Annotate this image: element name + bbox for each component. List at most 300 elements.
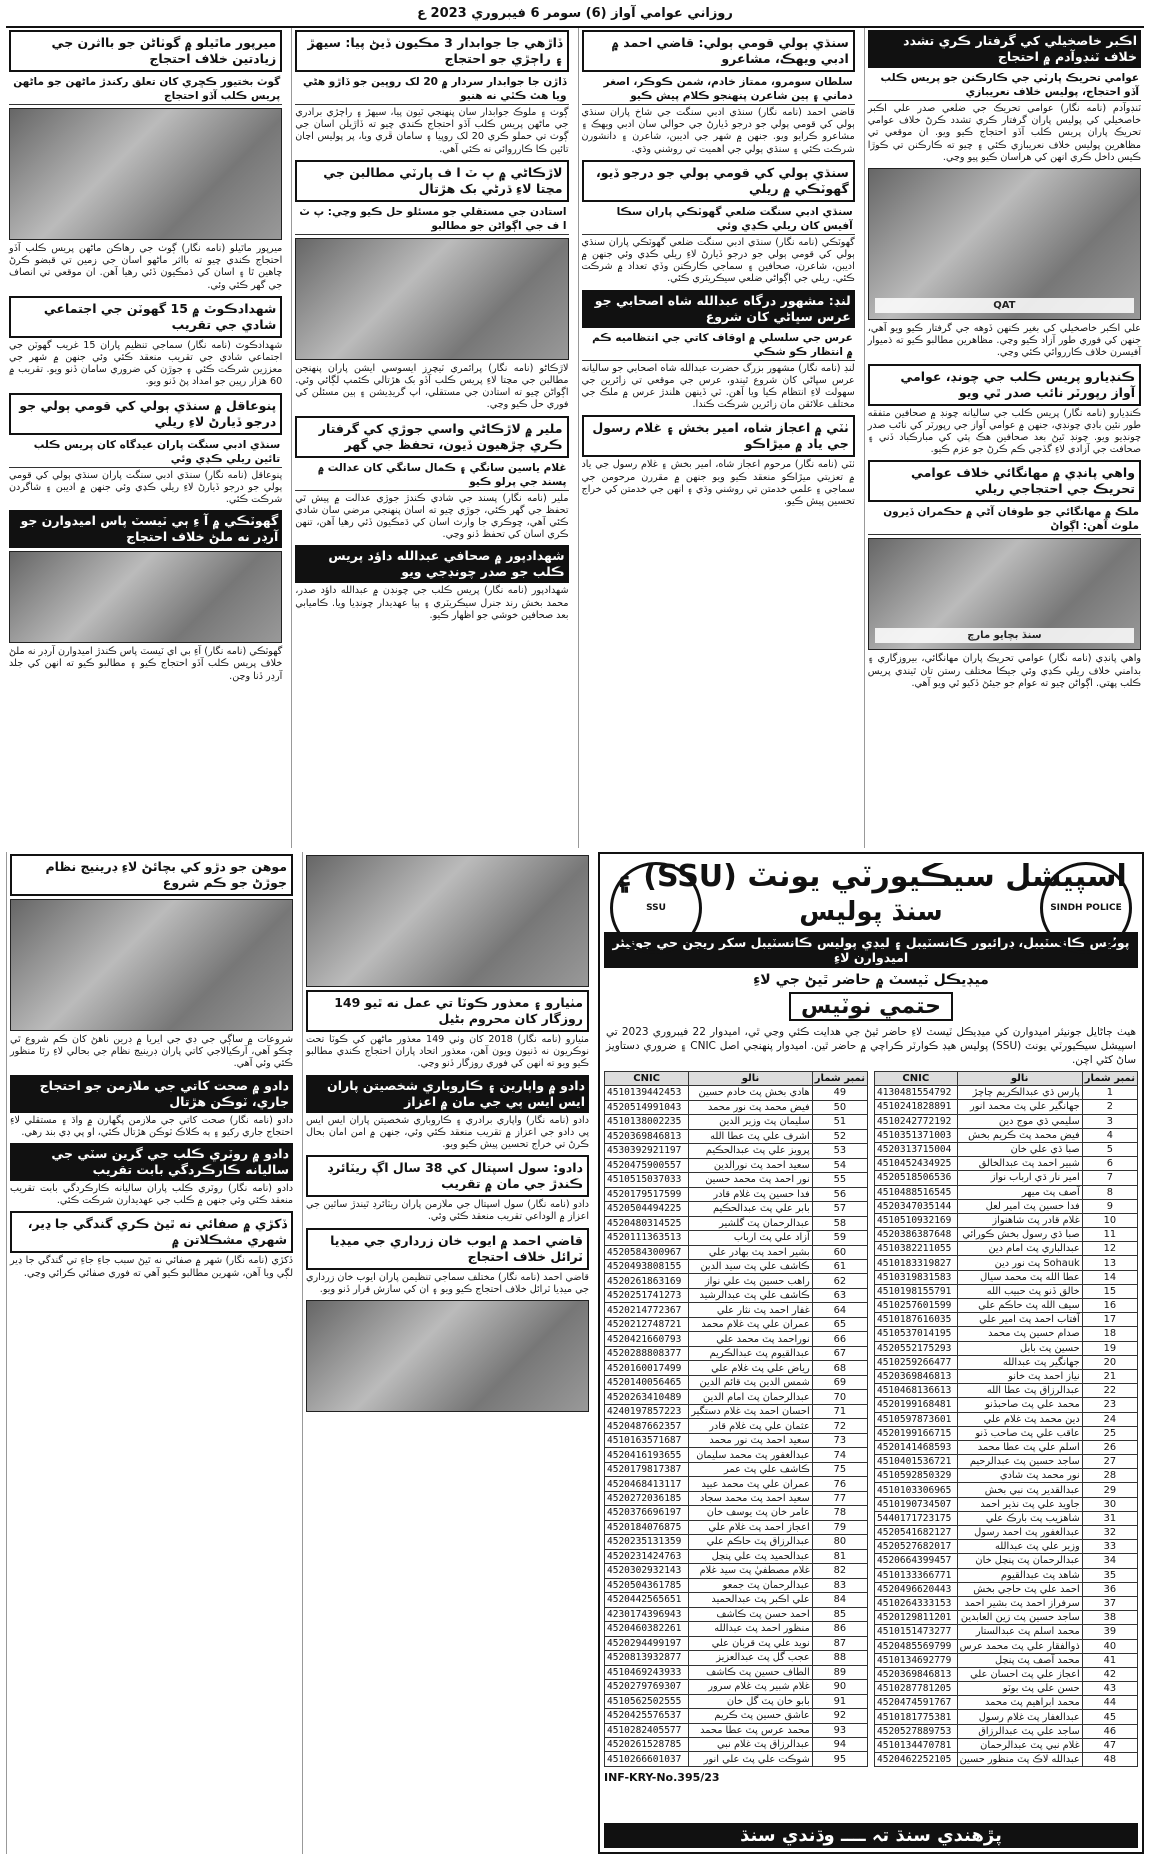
candidate-cnic: 4510592850329 bbox=[875, 1469, 958, 1483]
candidate-name: غلام مصطفيٰ پٽ سيد غلام bbox=[689, 1564, 812, 1578]
table-row bbox=[875, 1242, 1138, 1256]
row-number: 33 bbox=[1082, 1540, 1137, 1554]
candidate-cnic: 4510264333153 bbox=[875, 1596, 958, 1610]
candidate-name: وزير علي پٽ عبدالله bbox=[957, 1540, 1082, 1554]
candidate-name: امير نار ڌي ارباب نواز bbox=[957, 1171, 1082, 1185]
headline: دادو: سول اسپتال کي 38 سال اڳ ريٽائرڊ ڪندڙ جي مان ۾ تقريب bbox=[306, 1155, 589, 1197]
article-body: گهوٽڪي (نامه نگار) آءِ بي اي ٽيسٽ پاس ڪندڙ اميدوارن آرڊر نه ملڻ خلاف پريس ڪلب آڏو احتجاج ڪيو ۽ مطالبو ڪيو ته انهن کي جلد آرڊر ڏنا وڃن. bbox=[9, 646, 283, 682]
table-row bbox=[875, 1682, 1138, 1696]
candidate-name: عبدالرحمان پٽ جمعو bbox=[689, 1578, 812, 1592]
article-body: شروعات ۾ ساڳي جي ڊي جي ايريا ۾ ڊرين ناهڻ کان ڪم شروع ٿي چڪو آهي، آرڪيالاجي کاتي پاران ڊرينيج نظام جي بحالي لاءِ رٿا منظور ڪئي وئي آهي. bbox=[10, 1034, 293, 1070]
candidate-name: عاشق حسين پٽ ڪريم bbox=[689, 1709, 812, 1723]
candidate-cnic: 4510242772192 bbox=[875, 1114, 958, 1128]
candidate-name: جهانگير علي پٽ محمد انور bbox=[957, 1100, 1082, 1114]
row-number: 56 bbox=[812, 1187, 867, 1201]
candidate-name: دين محمد پٽ غلام علي bbox=[957, 1412, 1082, 1426]
row-number: 18 bbox=[1082, 1327, 1137, 1341]
candidate-name: فيض محمد پٽ نور محمد bbox=[689, 1100, 812, 1114]
table-row bbox=[605, 1709, 868, 1723]
candidate-cnic: 4520552175293 bbox=[875, 1341, 958, 1355]
row-number: 21 bbox=[1082, 1369, 1137, 1383]
article-body: دادو (نامه نگار) صحت کاتي جي ملازمن پگهارن ۾ واڌ ۽ مستقلي لاءِ احتجاج جاري رکيو ۽ ٻه ڪلاڪ ٽوڪن هڙتال ڪئي، او پي ڊي بند رهي. bbox=[10, 1114, 293, 1138]
article-body: دادو (نامه نگار) واپاري برادري ۽ ڪاروباري شخصيتن پاران ايس ايس پي دادو جي اعزاز ۾ تقريب منعقد ڪئي وئي، جنهن ۾ امن امان بحال ڪرڻ تي خراج تحسين پيش ڪيو ويو. bbox=[306, 1114, 589, 1151]
article-body: ميرپور ماٿيلو (نامه نگار) ڳوٺ جي رهاڪن ماڻهن پريس ڪلب آڏو احتجاج ڪندي چيو ته بااثر ماڻهو اسان جي زمين تي قبضو ڪرڻ چاهين ٿا ۽ اسان کي ڌمڪيون ڏئي رهيا آهن. ان موقعي تي انصاف جي گهر ڪئي وئي. bbox=[9, 243, 283, 291]
row-number: 38 bbox=[1082, 1611, 1137, 1625]
candidate-cnic: 4510257601599 bbox=[875, 1299, 958, 1313]
candidate-cnic: 4520261528785 bbox=[605, 1737, 689, 1751]
candidate-name: نور احمد پٽ محمد حسين bbox=[689, 1173, 812, 1187]
candidate-name: شاهد پٽ عبدالقيوم bbox=[957, 1568, 1082, 1582]
row-number: 58 bbox=[812, 1216, 867, 1230]
candidate-cnic: 4510562502555 bbox=[605, 1694, 689, 1708]
candidate-cnic: 4520493808155 bbox=[605, 1260, 689, 1274]
article-body: قاضي احمد (نامه نگار) مختلف سماجي تنظيمن پاران ايوب خان زرداري جي ميڊيا ٽرائل خلاف احتجاج ڪيو ويو ۽ ان کي سازش قرار ڏنو ويو. bbox=[306, 1271, 589, 1295]
table-row bbox=[605, 1636, 868, 1650]
row-number: 32 bbox=[1082, 1526, 1137, 1540]
candidate-name: عطا الله پٽ محمد سيال bbox=[957, 1270, 1082, 1284]
row-number: 82 bbox=[812, 1564, 867, 1578]
row-number: 40 bbox=[1082, 1639, 1137, 1653]
table-row bbox=[605, 1680, 868, 1694]
table-row bbox=[875, 1384, 1138, 1398]
table-row bbox=[875, 1199, 1138, 1213]
table-row bbox=[875, 1086, 1138, 1100]
row-number: 30 bbox=[1082, 1497, 1137, 1511]
candidate-name: عبدالغفور پٽ احمد رسول bbox=[957, 1526, 1082, 1540]
candidate-cnic: 4520475900557 bbox=[605, 1158, 689, 1172]
candidate-cnic: 4510133366771 bbox=[875, 1568, 958, 1582]
subheadline: سنڌي ادبي سنگت پاران عيدگاه کان پريس ڪلب تائين ريلي ڪڍي وئي bbox=[9, 437, 282, 468]
candidate-cnic: 4520421660793 bbox=[605, 1332, 689, 1346]
candidate-name: جهانگير پٽ عبدالله bbox=[957, 1355, 1082, 1369]
emblem-text: SSU bbox=[646, 903, 666, 913]
candidate-name: عامر خان پٽ يوسف خان bbox=[689, 1506, 812, 1520]
candidate-name: غلام قادر پٽ شاهنواز bbox=[957, 1213, 1082, 1227]
table-row bbox=[875, 1256, 1138, 1270]
candidate-cnic: 4510515037033 bbox=[605, 1173, 689, 1187]
headline: دادو ۾ روٽري ڪلب جي گرين سٽي جي ساليانه ڪارڪردگي بابت تقريب bbox=[10, 1143, 293, 1181]
table-row bbox=[605, 1158, 868, 1172]
table-row bbox=[875, 1596, 1138, 1610]
article-body: مٺيارو (نامه نگار) 2018 کان وٺي 149 معذور ماڻهن کي ڪوٽا تحت نوڪريون نه ڏنيون ويون آهن، معذور اتحاد پاران احتجاج ڪندي مطالبو ڪيو ويو ته انهن کي فوري روزگار ڏنو وڃي. bbox=[306, 1034, 590, 1070]
candidate-cnic: 4520111363513 bbox=[605, 1231, 689, 1245]
headline: ڏکڙي ۾ صفائي نه ٿيڻ ڪري گندگي جا ڍير، شهري مشڪلاتن ۾ bbox=[10, 1211, 293, 1253]
subheadline: ڏاڙن جا جوابدار سردار ۾ 20 لک روپين جو ڏاڙو هڻي ويا هٿ ڪٿي نه هنيو bbox=[295, 74, 568, 105]
article-body: ٺٽي (نامه نگار) مرحوم اعجاز شاه، امير بخش ۽ غلام رسول جي ياد ۾ تعزيتي ميڙاڪو منعقد ڪيو ويو جنهن ۾ مقررن مرحومن جي سماجي ۽ علمي خدمتن تي روشني وڌي ۽ انهن جي خدمتن کي خراج تحسين پيش ڪيو. bbox=[581, 459, 855, 508]
candidate-name: سيف الله پٽ حاڪم علي bbox=[957, 1299, 1082, 1313]
news-photo bbox=[295, 238, 568, 360]
candidate-cnic: 4510319831583 bbox=[875, 1270, 958, 1284]
candidate-cnic: 4520541682127 bbox=[875, 1526, 958, 1540]
table-row bbox=[605, 1288, 868, 1302]
candidate-name: هادي بخش پٽ خادم حسين bbox=[689, 1086, 812, 1100]
candidate-name: سعيد احمد پٽ نورالدين bbox=[689, 1158, 812, 1172]
row-number: 1 bbox=[1082, 1086, 1137, 1100]
row-number: 72 bbox=[812, 1419, 867, 1433]
candidate-cnic: 4520504494225 bbox=[605, 1202, 689, 1216]
ad-notice-small: ميڊيڪل ٽيسٽ ۾ حاضر ٿيڻ جي لاءِ bbox=[753, 972, 989, 988]
candidate-cnic: 4520425576537 bbox=[605, 1709, 689, 1723]
table-row bbox=[875, 1483, 1138, 1497]
candidate-name: پارس ڌي عبدالڪريم چاچڙ bbox=[957, 1086, 1082, 1100]
candidate-name: صبا ڌي علي خان bbox=[957, 1142, 1082, 1156]
row-number: 59 bbox=[812, 1231, 867, 1245]
candidate-cnic: 4510266601037 bbox=[605, 1752, 689, 1767]
row-number: 76 bbox=[812, 1477, 867, 1491]
row-number: 73 bbox=[812, 1433, 867, 1447]
table-row bbox=[605, 1491, 868, 1505]
row-number: 67 bbox=[812, 1346, 867, 1360]
table-row bbox=[605, 1651, 868, 1665]
article-body: قاضي احمد (نامه نگار) سنڌي ادبي سنگت جي شاخ پاران سنڌي ٻولي کي قومي ٻولي جو درجو ڏيارڻ جي حوالي سان ادبي ويهڪ ۽ مشاعرو ڪرايو ويو. جنهن ۾ شهر جي اديبن، شاعرن ۽ دانشورن شرڪت ڪئي ۽ سنڌي ٻولي جي اهميت تي روشني وڌي. bbox=[581, 107, 855, 155]
candidate-cnic: 4520480314525 bbox=[605, 1216, 689, 1230]
news-photo bbox=[9, 108, 282, 240]
row-number: 71 bbox=[812, 1404, 867, 1418]
table-row bbox=[875, 1100, 1138, 1114]
table-row bbox=[875, 1724, 1138, 1738]
candidate-cnic: 4520184076875 bbox=[605, 1520, 689, 1534]
candidate-cnic: 4510351371003 bbox=[875, 1128, 958, 1142]
table-row bbox=[605, 1231, 868, 1245]
table-row bbox=[875, 1710, 1138, 1724]
candidate-cnic: 4520141468593 bbox=[875, 1440, 958, 1454]
table-row bbox=[605, 1737, 868, 1751]
row-number: 11 bbox=[1082, 1228, 1137, 1242]
candidate-cnic: 4510190734507 bbox=[875, 1497, 958, 1511]
table-row bbox=[605, 1593, 868, 1607]
row-number: 3 bbox=[1082, 1114, 1137, 1128]
row-number: 6 bbox=[1082, 1157, 1137, 1171]
row-number: 35 bbox=[1082, 1568, 1137, 1582]
article-body: ٽنڊوآدم (نامه نگار) عوامي تحريڪ جي ضلعي صدر علي اڪبر خاصخيلي کي پوليس پاران گرفتار ڪري تشدد ڪرڻ خلاف عوامي تحريڪ پاران پريس ڪلب آڏو احتجاج ڪيو ويو. ان موقعي تي مظاهرين پوليس خلاف نعريبازي ڪئي ۽ چيو ته ڪارڪنن تي ڪوڙا ڪيس داخل ڪري انهن کي هراسان ڪيو پيو وڃي. bbox=[867, 103, 1141, 163]
candidate-name: عبدالغفور پٽ محمد سليمان bbox=[689, 1448, 812, 1462]
table-row bbox=[875, 1497, 1138, 1511]
candidate-cnic: 4520288808377 bbox=[605, 1346, 689, 1360]
article-body: علي اڪبر خاصخيلي کي بغير ڪنهن ڏوهه جي گرفتار ڪيو ويو آهي، جنهن کي فوري طور آزاد ڪيو وڃي. مظاهرين مطالبو ڪيو ته ذميوار آفيسرن خلاف ڪارروائي ڪئي وڃي. bbox=[867, 323, 1141, 359]
row-number: 41 bbox=[1082, 1653, 1137, 1667]
candidate-cnic: 4510181775381 bbox=[875, 1710, 958, 1724]
row-number: 70 bbox=[812, 1390, 867, 1404]
table-row bbox=[875, 1369, 1138, 1383]
table-row bbox=[605, 1390, 868, 1404]
row-number: 13 bbox=[1082, 1256, 1137, 1270]
row-number: 54 bbox=[812, 1158, 867, 1172]
news-photo bbox=[9, 551, 282, 643]
candidate-name: عبدالرحمان پٽ گلشير bbox=[689, 1216, 812, 1230]
masthead: روزاني عوامي آواز (6) سومر 6 فيبروري 2023 ع bbox=[6, 4, 1144, 28]
col-header-name: نالو bbox=[689, 1072, 812, 1086]
candidate-name: محمد علي پٽ صاحبڏنو bbox=[957, 1398, 1082, 1412]
candidate-cnic: 4510282405577 bbox=[605, 1723, 689, 1737]
headline: مٺيارو ۽ معذور ڪوٽا تي عمل نه ٿيو 149 روزگار کان محروم بڻيل bbox=[306, 990, 589, 1032]
row-number: 50 bbox=[812, 1100, 867, 1114]
row-number: 23 bbox=[1082, 1398, 1137, 1412]
candidate-cnic: 4520584300967 bbox=[605, 1245, 689, 1259]
candidate-cnic: 4520514991043 bbox=[605, 1100, 689, 1114]
candidate-name: فدا حسين پٽ غلام قادر bbox=[689, 1187, 812, 1201]
table-row bbox=[605, 1433, 868, 1447]
article-body: واهي پانڊي (نامه نگار) عوامي تحريڪ پاران مهانگائي، بيروزگاري ۽ بدامني خلاف ريلي ڪڍي وئي جيڪا مختلف رستن تان ٿيندي پريس ڪلب پهتي. اڳواڻن چيو ته عوام جو جيئڻ ڏکيو ٿي ويو آهي. bbox=[867, 653, 1141, 689]
row-number: 36 bbox=[1082, 1582, 1137, 1596]
candidate-name: جاويد علي پٽ نذير احمد bbox=[957, 1497, 1082, 1511]
candidate-name: عبدالرحمان پٽ امام الدين bbox=[689, 1390, 812, 1404]
table-row bbox=[605, 1535, 868, 1549]
candidate-name: آفتاب احمد پٽ امير علي bbox=[957, 1313, 1082, 1327]
row-number: 94 bbox=[812, 1737, 867, 1751]
row-number: 29 bbox=[1082, 1483, 1137, 1497]
table-row bbox=[875, 1554, 1138, 1568]
candidate-cnic: 4510597873601 bbox=[875, 1412, 958, 1426]
candidate-name: علي اڪبر پٽ عبدالحميد bbox=[689, 1593, 812, 1607]
candidate-cnic: 4520179517599 bbox=[605, 1187, 689, 1201]
candidate-cnic: 4520313715004 bbox=[875, 1142, 958, 1156]
table-row bbox=[605, 1375, 868, 1389]
candidate-cnic: 4520527889753 bbox=[875, 1724, 958, 1738]
candidate-cnic: 4520179817387 bbox=[605, 1462, 689, 1476]
ad-eligibility-bar: پوليس ڪانسٽيبل، ڊرائيور ڪانسٽيبل ۽ ليڊي پوليس ڪانسٽيبل سکر ريجن جي جونيئر اميدوارن لاءِ bbox=[604, 932, 1138, 968]
article-body: شهدادپور (نامه نگار) پريس ڪلب جي چونڊن ۾ عبدالله داؤد صدر، محمد بخش رند جنرل سيڪريٽري ۽ ٻيا عهديدار چونڊيا ويا. ڪاميابي بعد صحافين خوشي جو اظهار ڪيو. bbox=[295, 585, 569, 621]
candidate-name: عمران علي پٽ محمد عبيد bbox=[689, 1477, 812, 1491]
row-number: 77 bbox=[812, 1491, 867, 1505]
row-number: 48 bbox=[1082, 1753, 1137, 1767]
candidate-name: محمد اسلم پٽ عبدالستار bbox=[957, 1625, 1082, 1639]
candidate-name: سعيد احمد پٽ محمد سجاد bbox=[689, 1491, 812, 1505]
table-row bbox=[605, 1115, 868, 1129]
subheadline: غلام ياسين سانگي ۽ ڪمال سانگي کان عدالت ۾ پسند جي پرلو ڪيو bbox=[295, 460, 568, 491]
row-number: 28 bbox=[1082, 1469, 1137, 1483]
table-row bbox=[875, 1341, 1138, 1355]
table-row bbox=[875, 1128, 1138, 1142]
candidate-name: عبدالرزاق پٽ عطا الله bbox=[957, 1384, 1082, 1398]
ad-footer-slogan: پڙهندي سنڌ تہ ــــ وڌندي سنڌ bbox=[604, 1823, 1138, 1848]
candidate-table-right bbox=[874, 1071, 1138, 1767]
col-header-no: نمبر شمار bbox=[812, 1072, 867, 1086]
candidate-table-left bbox=[604, 1071, 868, 1767]
ad-reference-number: INF-KRY-No.395/23 bbox=[604, 1771, 720, 1785]
row-number: 74 bbox=[812, 1448, 867, 1462]
candidate-cnic: 4520369846813 bbox=[875, 1667, 958, 1681]
row-number: 57 bbox=[812, 1202, 867, 1216]
candidate-tables bbox=[604, 1071, 1138, 1767]
row-number: 5 bbox=[1082, 1142, 1137, 1156]
candidate-cnic: 4520302932143 bbox=[605, 1564, 689, 1578]
col-header-cnic: CNIC bbox=[605, 1072, 689, 1086]
candidate-name: غلام نبي پٽ عبدالرحمان bbox=[957, 1738, 1082, 1752]
subheadline: استادن جي مستقلي جو مسئلو حل ڪيو وڃي: پ ٽ ا ف جي اڳواڻن جو مطالبو bbox=[295, 204, 568, 235]
news-photo bbox=[868, 538, 1141, 650]
candidate-name: بابر علي پٽ عبدالحڪيم bbox=[689, 1202, 812, 1216]
article-body: ڏکڙي (نامه نگار) شهر ۾ صفائي نه ٿيڻ سبب جاءِ جاءِ تي گندگي جا ڍير لڳي ويا آهن، شهرين مطالبو ڪيو آهي ته فوري صفائي ڪرائي وڃي. bbox=[10, 1255, 293, 1279]
headline: ٺٽي ۾ اعجاز شاه، امير بخش ۽ غلام رسول جي ياد ۾ ميڙاڪو bbox=[582, 415, 855, 457]
table-row bbox=[605, 1506, 868, 1520]
row-number: 43 bbox=[1082, 1682, 1137, 1696]
table-row bbox=[605, 1245, 868, 1259]
news-photo bbox=[306, 1300, 589, 1412]
candidate-name: ساجد علي پٽ عبدالرزاق bbox=[957, 1724, 1082, 1738]
news-photo bbox=[306, 855, 589, 987]
candidate-cnic: 4510134692779 bbox=[875, 1653, 958, 1667]
candidate-name: عمران علي پٽ غلام محمد bbox=[689, 1317, 812, 1331]
candidate-cnic: 4520231424763 bbox=[605, 1549, 689, 1563]
candidate-cnic: 4520129811201 bbox=[875, 1611, 958, 1625]
candidate-cnic: 4520460382261 bbox=[605, 1622, 689, 1636]
candidate-name: غلام شبير پٽ غلام سرور bbox=[689, 1680, 812, 1694]
table-row bbox=[875, 1299, 1138, 1313]
candidate-cnic: 4520462252105 bbox=[875, 1753, 958, 1767]
row-number: 64 bbox=[812, 1303, 867, 1317]
headline: موهن جو دڙو کي بچائڻ لاءِ ڊرينيج نظام جوڙڻ جو ڪم شروع bbox=[10, 854, 293, 896]
headline: لاڙڪاڻي ۾ پ ٽ ا ف پارٽي مطالبن جي مڃتا لاءِ ڌرڻي بک هڙتال bbox=[295, 160, 568, 202]
table-row bbox=[875, 1284, 1138, 1298]
row-number: 37 bbox=[1082, 1596, 1137, 1610]
row-number: 65 bbox=[812, 1317, 867, 1331]
candidate-name: عبدالقيوم پٽ عبدالڪريم bbox=[689, 1346, 812, 1360]
candidate-name: عبدالرزاق پٽ حاڪم علي bbox=[689, 1535, 812, 1549]
row-number: 85 bbox=[812, 1607, 867, 1621]
row-number: 93 bbox=[812, 1723, 867, 1737]
row-number: 16 bbox=[1082, 1299, 1137, 1313]
ad-instructions: هيٺ ڄاڻايل جونيئر اميدوارن کي ميڊيڪل ٽيسٽ لاءِ حاضر ٿيڻ جي هدايت ڪئي وڃي ٿي، اميدوار 22 فيبروري 2023 تي اسپيشل سيڪيورٽي يونٽ (SSU) پوليس هيڊ ڪوارٽر ڪراچي ۾ حاضر ٿين. اميدوار پنهنجي اصل CNIC ۽ ضروري دستاويز ساڻ کڻي اچن. bbox=[606, 1026, 1137, 1066]
row-number: 42 bbox=[1082, 1667, 1137, 1681]
candidate-cnic: 4520504361785 bbox=[605, 1578, 689, 1592]
subheadline: سلطان سومرو، ممتاز خادم، شمن ڪوڪر، اصغر دماني ۽ ٻين شاعرن پنهنجو ڪلام پيش ڪيو bbox=[582, 74, 855, 105]
column-2 bbox=[578, 28, 858, 848]
table-row bbox=[605, 1317, 868, 1331]
row-number: 80 bbox=[812, 1535, 867, 1549]
table-row bbox=[605, 1622, 868, 1636]
candidate-name: آزاد علي پٽ ارباب bbox=[689, 1231, 812, 1245]
candidate-name: بشير احمد پٽ بهادر علي bbox=[689, 1245, 812, 1259]
table-row bbox=[605, 1752, 868, 1767]
candidate-name: اشرف علي پٽ عطا الله bbox=[689, 1129, 812, 1143]
candidate-name: راهب حسين پٽ علي نواز bbox=[689, 1274, 812, 1288]
candidate-name: محمد عرس پٽ عطا محمد bbox=[689, 1723, 812, 1737]
row-number: 26 bbox=[1082, 1440, 1137, 1454]
article-body: ڳوٺ ۽ ملوڪ جوابدار سان پنهنجي ٽيون پيا، سيهڙ ۽ راڄڙي برادري جي ماڻهن پريس ڪلب آڏو احتجاج ڪندي چيو ته ڏاڙيلن اسان جي ڳوٺ تي حملو ڪري 20 لک روپيا ۽ سامان ڦري ويا، پر پوليس اڃان تائين ڪا ڪارروائي نه ڪئي آهي. bbox=[295, 107, 569, 155]
headline: ملير ۾ لاڙڪاڻي واسي جوڙي کي گرفتار ڪري چڙهيون ڏيون، تحفظ جي گهر bbox=[295, 416, 568, 458]
candidate-cnic: 4520496620443 bbox=[875, 1582, 958, 1596]
top-columns bbox=[6, 28, 1144, 848]
candidate-name: سليمي ڌي موج دين bbox=[957, 1114, 1082, 1128]
candidate-name: عبدالرحمان پٽ پنڃل خان bbox=[957, 1554, 1082, 1568]
subheadline: عوامي تحريڪ پارٽي جي ڪارڪنن جو پريس ڪلب آڏو احتجاج، پوليس خلاف نعريبازي bbox=[868, 70, 1141, 101]
row-number: 31 bbox=[1082, 1511, 1137, 1525]
row-number: 75 bbox=[812, 1462, 867, 1476]
candidate-name: آصف پٽ ميهر bbox=[957, 1185, 1082, 1199]
row-number: 78 bbox=[812, 1506, 867, 1520]
candidate-name: اعجاز احمد پٽ غلام علي bbox=[689, 1520, 812, 1534]
row-number: 88 bbox=[812, 1651, 867, 1665]
article-body: لنڊ (نامه نگار) مشهور بزرگ حضرت عبدالله شاه اصحابي جو ساليانه عرس سڀاڻي کان شروع ٿيندو، عرس جي موقعي تي زائرين جي سهولت لاءِ انتظام ڪيا ويا آهن. ٽي ڏينهن هلندڙ عرس ۾ ملڪ جي مختلف علائقن مان زائرين شرڪت ڪندا. bbox=[581, 362, 855, 411]
article-body: ملير (نامه نگار) پسند جي شادي ڪندڙ جوڙي عدالت ۾ پيش ٿي تحفظ جي گهر ڪئي، جوڙي چيو ته اسان پنهنجي مرضي سان شادي ڪئي آهي، ڇوڪري جا وارث اسان کي ڌمڪيون ڏئي رهيا آهن، تنهن ڪري اسان کي تحفظ ڏنو وڃي. bbox=[295, 492, 569, 541]
row-number: 39 bbox=[1082, 1625, 1137, 1639]
row-number: 14 bbox=[1082, 1270, 1137, 1284]
row-number: 12 bbox=[1082, 1242, 1137, 1256]
subheadline: ملڪ ۾ مهانگائي جو طوفان آڻي ۾ حڪمران ڏيرون ملوث آهن: اڳواڻ bbox=[868, 504, 1141, 535]
news-photo bbox=[10, 899, 293, 1031]
row-number: 52 bbox=[812, 1129, 867, 1143]
column-4 bbox=[6, 28, 285, 848]
candidate-cnic: 4520442565651 bbox=[605, 1593, 689, 1607]
table-row bbox=[605, 1173, 868, 1187]
table-row bbox=[875, 1653, 1138, 1667]
candidate-cnic: 4520263410489 bbox=[605, 1390, 689, 1404]
row-number: 44 bbox=[1082, 1696, 1137, 1710]
sindh-police-emblem-icon bbox=[1040, 862, 1132, 954]
candidate-cnic: 4510469243933 bbox=[605, 1665, 689, 1679]
ad-title: اسپيشل سيڪيورٽي يونٽ (SSU) ۽ bbox=[615, 859, 1127, 894]
table-row bbox=[875, 1213, 1138, 1227]
table-row bbox=[875, 1753, 1138, 1767]
column-1 bbox=[864, 28, 1144, 848]
table-row bbox=[605, 1404, 868, 1418]
row-number: 55 bbox=[812, 1173, 867, 1187]
table-row bbox=[875, 1511, 1138, 1525]
candidate-name: عبدالله لاڪ پٽ منظور حسين bbox=[957, 1753, 1082, 1767]
candidate-name: عبدالباري پٽ امام دين bbox=[957, 1242, 1082, 1256]
table-row bbox=[605, 1202, 868, 1216]
candidate-cnic: 4520294499197 bbox=[605, 1636, 689, 1650]
candidate-name: شاهزيب پٽ بارڪ علي bbox=[957, 1511, 1082, 1525]
row-number: 89 bbox=[812, 1665, 867, 1679]
candidate-cnic: 4530392921197 bbox=[605, 1144, 689, 1158]
row-number: 68 bbox=[812, 1361, 867, 1375]
table-row bbox=[875, 1171, 1138, 1185]
row-number: 62 bbox=[812, 1274, 867, 1288]
headline: پنوعاقل ۾ سنڌي ٻولي کي قومي ٻولي جو درجو ڏيارڻ لاءِ ريلي bbox=[9, 393, 282, 435]
table-row bbox=[605, 1100, 868, 1114]
candidate-cnic: 4520214772367 bbox=[605, 1303, 689, 1317]
candidate-cnic: 4510401536721 bbox=[875, 1455, 958, 1469]
candidate-name: عبدالحميد پٽ علي پنڃل bbox=[689, 1549, 812, 1563]
subheadline: سنڌي ادبي سنگت ضلعي گهوٽڪي پاران سڪا آفيس کان ريلي ڪڍي وئي bbox=[582, 204, 855, 235]
photo-banner-text: سنڌ بچايو مارچ bbox=[875, 628, 1134, 643]
table-row bbox=[875, 1114, 1138, 1128]
table-row bbox=[875, 1185, 1138, 1199]
table-row bbox=[875, 1738, 1138, 1752]
candidate-cnic: 4510537014195 bbox=[875, 1327, 958, 1341]
candidate-name: الطاف حسين پٽ ڪاشف bbox=[689, 1665, 812, 1679]
article-body: لاڙڪاڻو (نامه نگار) پرائمري ٽيچرز ايسوسي ايشن پاران پنهنجن مطالبن جي مڃتا لاءِ پريس ڪلب آڏو بک هڙتالي ڪئمپ لڳائي وئي. اڳواڻن چيو ته استادن جي مستقلي، اپ گريڊيشن ۽ ٻين مسئلن کي فوري حل ڪيو وڃي. bbox=[295, 362, 569, 411]
table-row bbox=[605, 1694, 868, 1708]
candidate-cnic: 4520369846813 bbox=[875, 1369, 958, 1383]
ssu-emblem-icon bbox=[610, 862, 702, 954]
row-number: 22 bbox=[1082, 1384, 1137, 1398]
candidate-cnic: 4510287781205 bbox=[875, 1682, 958, 1696]
subheadline: گوٺ بختيور ڪڇري کان تعلق رکندڙ ماڻهن جو ماڻهن پريس ڪلب آڏو احتجاج bbox=[9, 74, 282, 105]
candidate-name: ساجد حسين پٽ عبدالرحيم bbox=[957, 1455, 1082, 1469]
row-number: 66 bbox=[812, 1332, 867, 1346]
col-header-no: نمبر شمار bbox=[1082, 1072, 1137, 1086]
candidate-name: ذوالفقار علي پٽ محمد عرس bbox=[957, 1639, 1082, 1653]
row-number: 60 bbox=[812, 1245, 867, 1259]
candidate-name: ڪاشف علي پٽ عمر bbox=[689, 1462, 812, 1476]
table-row bbox=[605, 1086, 868, 1100]
candidate-cnic: 5440171723175 bbox=[875, 1511, 958, 1525]
table-row bbox=[875, 1313, 1138, 1327]
candidate-name: صدام حسين پٽ محمد bbox=[957, 1327, 1082, 1341]
candidate-name: محمد آصف پٽ پنڃل bbox=[957, 1653, 1082, 1667]
row-number: 19 bbox=[1082, 1341, 1137, 1355]
row-number: 25 bbox=[1082, 1426, 1137, 1440]
candidate-cnic: 4520376696197 bbox=[605, 1506, 689, 1520]
row-number: 45 bbox=[1082, 1710, 1137, 1724]
candidate-cnic: 4520212748721 bbox=[605, 1317, 689, 1331]
candidate-cnic: 4520813932877 bbox=[605, 1651, 689, 1665]
table-row bbox=[605, 1419, 868, 1433]
candidate-cnic: 4510187616035 bbox=[875, 1313, 958, 1327]
table-row bbox=[875, 1455, 1138, 1469]
